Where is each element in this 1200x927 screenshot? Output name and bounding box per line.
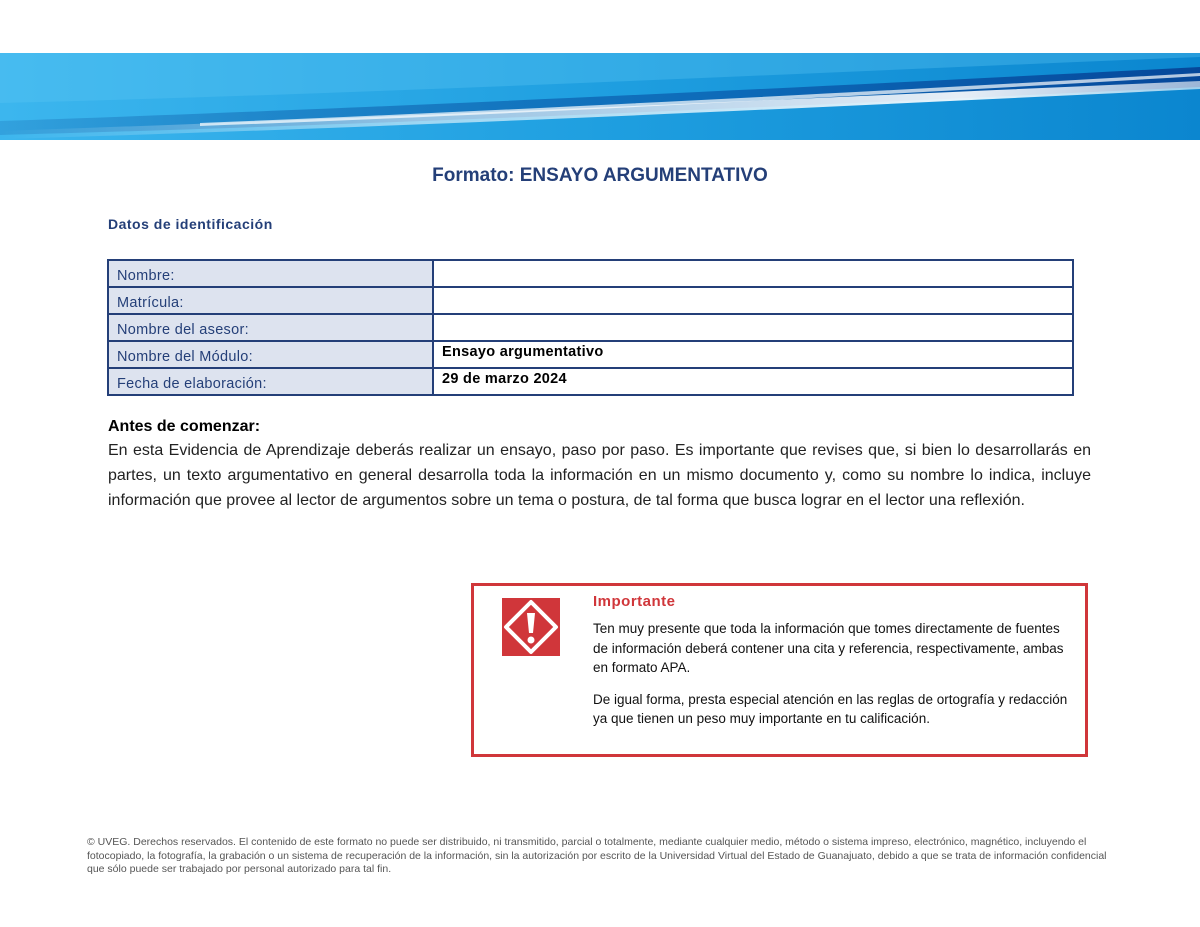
row-label: Nombre del Módulo: — [108, 341, 433, 368]
date-field[interactable]: 29 de marzo 2024 — [433, 368, 1073, 395]
header-banner — [0, 53, 1200, 140]
identification-table — [107, 259, 1074, 396]
row-label: Fecha de elaboración: — [108, 368, 433, 395]
warning-exclamation-icon — [501, 597, 561, 657]
intro-section — [108, 416, 1091, 513]
table-row — [108, 260, 1073, 287]
name-field[interactable] — [433, 260, 1073, 287]
table-row — [108, 368, 1073, 395]
section-heading: Datos de identificación — [108, 216, 273, 232]
callout-content — [593, 593, 1073, 741]
intro-body: En esta Evidencia de Aprendizaje deberás realizar un ensayo, paso por paso. Es importante que revises que, si bien lo desarrollarás en partes, un texto argumentativo en general desarrolla toda la información en un mismo documento y, como su nombre lo indica, incluye información que provee al lector de argumentos sobre un tema o postura, de tal forma que busca lograr en el lector una reflexión. — [108, 442, 1091, 509]
intro-heading: Antes de comenzar: — [108, 418, 261, 435]
row-label: Nombre: — [108, 260, 433, 287]
copyright-footer: © UVEG. Derechos reservados. El contenido de este formato no puede ser distribuido, ni transmitido, parcial o totalmente, mediante cualquier medio, método o sistema impreso, electrónico, magnético, incluyendo el fotocopiado, la fotografía, la grabación o un sistema de recuperación de la información, sin la autorización por escrito de la Universidad Virtual del Estado de Guanajuato, debido a que se trata de información confidencial que sólo puede ser trabajado por personal autorizado para tal fin. — [87, 836, 1107, 875]
enrollment-field[interactable] — [433, 287, 1073, 314]
important-callout — [471, 583, 1088, 757]
module-field[interactable]: Ensayo argumentativo — [433, 341, 1073, 368]
advisor-field[interactable] — [433, 314, 1073, 341]
callout-paragraph: De igual forma, presta especial atención en las reglas de ortografía y redacción ya que tienen un peso muy importante en tu calificación. — [593, 691, 1068, 726]
row-label: Nombre del asesor: — [108, 314, 433, 341]
callout-paragraph: Ten muy presente que toda la información que tomes directamente de fuentes de información deberá contener una cita y referencia, respectivamente, ambas en formato APA. — [593, 621, 1064, 675]
page-title: Formato: ENSAYO ARGUMENTATIVO — [432, 165, 768, 186]
table-row — [108, 287, 1073, 314]
table-row — [108, 314, 1073, 341]
callout-heading: Importante — [593, 593, 676, 610]
table-row — [108, 341, 1073, 368]
row-label: Matrícula: — [108, 287, 433, 314]
